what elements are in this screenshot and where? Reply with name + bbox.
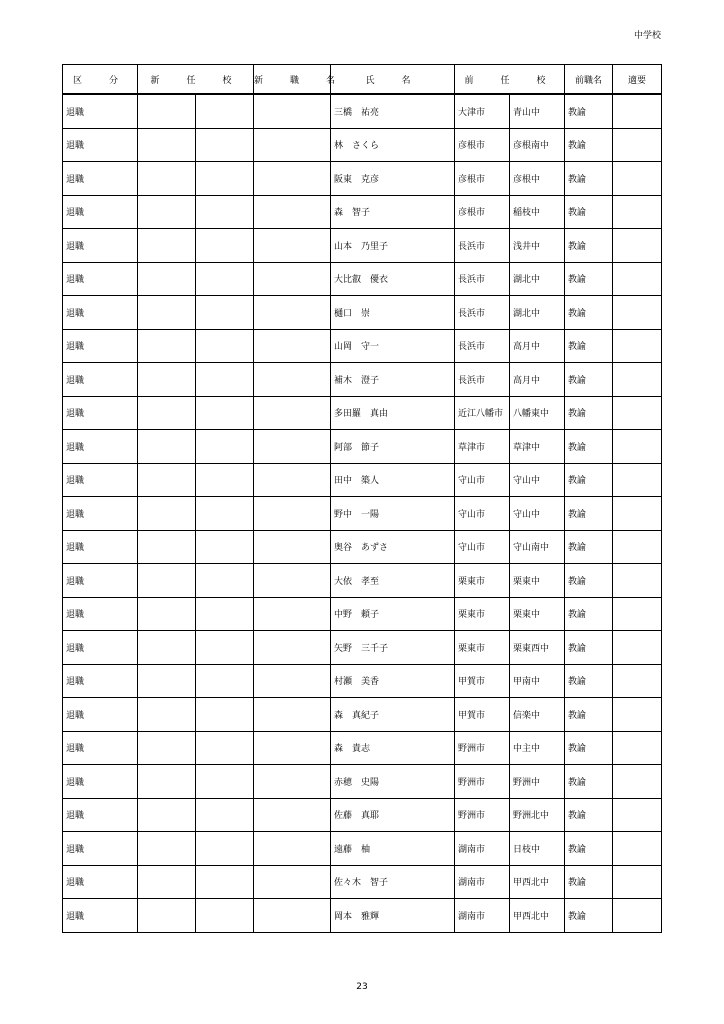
new-school-city-cell [138, 296, 196, 330]
remarks-cell [613, 631, 662, 665]
previous-city-cell: 栗東市 [455, 631, 510, 665]
previous-school-cell: 野洲北中 [510, 798, 565, 832]
new-position-cell [254, 463, 331, 497]
school-level-label: 中学校 [634, 31, 662, 41]
previous-city-cell: 湖南市 [455, 899, 510, 933]
remarks-cell [613, 798, 662, 832]
new-position-cell [254, 329, 331, 363]
table-row [63, 597, 662, 631]
new-position-cell [254, 162, 331, 196]
remarks-cell [613, 564, 662, 598]
table-row [63, 162, 662, 196]
remarks-cell [613, 899, 662, 933]
table-header-row [63, 65, 662, 95]
name-cell: 遠藤 柚 [331, 832, 455, 866]
new-position-cell [254, 899, 331, 933]
previous-school-cell: 浅井中 [510, 229, 565, 263]
new-school-city-cell [138, 497, 196, 531]
previous-position-cell: 教諭 [565, 899, 613, 933]
previous-city-cell: 野洲市 [455, 731, 510, 765]
previous-school-cell: 中主中 [510, 731, 565, 765]
previous-school-cell: 高月中 [510, 363, 565, 397]
remarks-cell [613, 162, 662, 196]
remarks-cell [613, 664, 662, 698]
previous-city-cell: 長浜市 [455, 229, 510, 263]
name-cell: 補木 澄子 [331, 363, 455, 397]
name-cell: 阪東 克彦 [331, 162, 455, 196]
category-cell: 退職 [63, 463, 138, 497]
previous-school-cell: 甲南中 [510, 664, 565, 698]
previous-position-cell: 教諭 [565, 698, 613, 732]
previous-school-cell: 草津中 [510, 430, 565, 464]
category-cell: 退職 [63, 631, 138, 665]
previous-city-cell: 大津市 [455, 94, 510, 128]
remarks-cell [613, 731, 662, 765]
previous-position-cell: 教諭 [565, 597, 613, 631]
previous-city-cell: 栗東市 [455, 564, 510, 598]
new-position-cell [254, 497, 331, 531]
previous-city-cell: 近江八幡市 [455, 396, 510, 430]
category-cell: 退職 [63, 195, 138, 229]
new-position-cell [254, 363, 331, 397]
previous-city-cell: 守山市 [455, 497, 510, 531]
category-cell: 退職 [63, 865, 138, 899]
previous-school-cell: 日枝中 [510, 832, 565, 866]
new-school-name-cell [196, 631, 254, 665]
category-cell: 退職 [63, 798, 138, 832]
table-row [63, 631, 662, 665]
new-school-name-cell [196, 865, 254, 899]
new-school-city-cell [138, 731, 196, 765]
previous-school-cell: 湖北中 [510, 296, 565, 330]
new-school-city-cell [138, 430, 196, 464]
name-cell: 森 貴志 [331, 731, 455, 765]
previous-school-cell: 青山中 [510, 94, 565, 128]
new-position-cell [254, 865, 331, 899]
new-school-city-cell [138, 162, 196, 196]
previous-city-cell: 湖南市 [455, 865, 510, 899]
col-header-remarks: 適要 [613, 65, 662, 95]
new-school-name-cell [196, 664, 254, 698]
new-school-city-cell [138, 128, 196, 162]
new-school-city-cell [138, 363, 196, 397]
table-row [63, 530, 662, 564]
table-row [63, 564, 662, 598]
remarks-cell [613, 396, 662, 430]
table-row [63, 463, 662, 497]
previous-school-cell: 彦根南中 [510, 128, 565, 162]
previous-position-cell: 教諭 [565, 564, 613, 598]
remarks-cell [613, 698, 662, 732]
remarks-cell [613, 430, 662, 464]
new-school-city-cell [138, 262, 196, 296]
previous-city-cell: 甲賀市 [455, 664, 510, 698]
table-row [63, 497, 662, 531]
category-cell: 退職 [63, 497, 138, 531]
category-cell: 退職 [63, 731, 138, 765]
table-row [63, 229, 662, 263]
new-school-name-cell [196, 698, 254, 732]
name-cell: 大依 孝至 [331, 564, 455, 598]
previous-position-cell: 教諭 [565, 463, 613, 497]
category-cell: 退職 [63, 296, 138, 330]
table-row [63, 128, 662, 162]
category-cell: 退職 [63, 530, 138, 564]
remarks-cell [613, 94, 662, 128]
table-row [63, 430, 662, 464]
new-school-city-cell [138, 229, 196, 263]
col-header-name: 氏 名 [331, 65, 455, 95]
new-school-city-cell [138, 195, 196, 229]
name-cell: 村瀬 美香 [331, 664, 455, 698]
new-school-city-cell [138, 564, 196, 598]
remarks-cell [613, 296, 662, 330]
col-header-new-position: 新 職 名 [254, 65, 331, 95]
previous-city-cell: 守山市 [455, 530, 510, 564]
previous-position-cell: 教諭 [565, 396, 613, 430]
new-school-name-cell [196, 128, 254, 162]
category-cell: 退職 [63, 94, 138, 128]
previous-city-cell: 長浜市 [455, 262, 510, 296]
previous-school-cell: 栗東西中 [510, 631, 565, 665]
previous-city-cell: 長浜市 [455, 296, 510, 330]
new-school-name-cell [196, 162, 254, 196]
previous-position-cell: 教諭 [565, 329, 613, 363]
new-school-name-cell [196, 497, 254, 531]
new-school-name-cell [196, 765, 254, 799]
name-cell: 林 さくら [331, 128, 455, 162]
remarks-cell [613, 329, 662, 363]
remarks-cell [613, 765, 662, 799]
table-body [63, 94, 662, 932]
name-cell: 佐藤 真耶 [331, 798, 455, 832]
name-cell: 奥谷 あずさ [331, 530, 455, 564]
name-cell: 中野 頼子 [331, 597, 455, 631]
previous-position-cell: 教諭 [565, 296, 613, 330]
name-cell: 岡本 雅輝 [331, 899, 455, 933]
new-school-name-cell [196, 731, 254, 765]
remarks-cell [613, 865, 662, 899]
category-cell: 退職 [63, 262, 138, 296]
table-row [63, 396, 662, 430]
previous-city-cell: 湖南市 [455, 832, 510, 866]
new-school-city-cell [138, 597, 196, 631]
col-header-previous-school: 前 任 校 [455, 65, 565, 95]
new-school-name-cell [196, 229, 254, 263]
name-cell: 赤穂 史陽 [331, 765, 455, 799]
name-cell: 田中 築人 [331, 463, 455, 497]
name-cell: 三橋 祐亮 [331, 94, 455, 128]
previous-school-cell: 守山中 [510, 463, 565, 497]
new-school-name-cell [196, 530, 254, 564]
new-position-cell [254, 128, 331, 162]
new-position-cell [254, 731, 331, 765]
previous-city-cell: 彦根市 [455, 128, 510, 162]
col-header-previous-position: 前職名 [565, 65, 613, 95]
page-number: 23 [356, 982, 368, 992]
new-position-cell [254, 195, 331, 229]
new-position-cell [254, 597, 331, 631]
previous-school-cell: 甲西北中 [510, 899, 565, 933]
previous-city-cell: 彦根市 [455, 195, 510, 229]
new-school-name-cell [196, 296, 254, 330]
new-position-cell [254, 698, 331, 732]
new-position-cell [254, 94, 331, 128]
previous-position-cell: 教諭 [565, 94, 613, 128]
new-school-name-cell [196, 597, 254, 631]
new-school-city-cell [138, 798, 196, 832]
previous-city-cell: 草津市 [455, 430, 510, 464]
table-row [63, 195, 662, 229]
table-row [63, 865, 662, 899]
table-row [63, 296, 662, 330]
previous-school-cell: 栗東中 [510, 564, 565, 598]
category-cell: 退職 [63, 162, 138, 196]
remarks-cell [613, 497, 662, 531]
category-cell: 退職 [63, 329, 138, 363]
name-cell: 樋口 崇 [331, 296, 455, 330]
previous-school-cell: 守山南中 [510, 530, 565, 564]
new-position-cell [254, 396, 331, 430]
new-position-cell [254, 765, 331, 799]
table-row [63, 832, 662, 866]
name-cell: 森 智子 [331, 195, 455, 229]
previous-position-cell: 教諭 [565, 229, 613, 263]
previous-school-cell: 甲西北中 [510, 865, 565, 899]
remarks-cell [613, 128, 662, 162]
category-cell: 退職 [63, 430, 138, 464]
name-cell: 山本 乃里子 [331, 229, 455, 263]
table-row [63, 698, 662, 732]
new-school-city-cell [138, 765, 196, 799]
previous-position-cell: 教諭 [565, 162, 613, 196]
new-school-city-cell [138, 463, 196, 497]
new-position-cell [254, 798, 331, 832]
previous-city-cell: 守山市 [455, 463, 510, 497]
new-school-name-cell [196, 798, 254, 832]
name-cell: 山岡 守一 [331, 329, 455, 363]
new-school-city-cell [138, 94, 196, 128]
previous-position-cell: 教諭 [565, 731, 613, 765]
new-school-name-cell [196, 832, 254, 866]
previous-school-cell: 信楽中 [510, 698, 565, 732]
col-header-category: 区 分 [63, 65, 138, 95]
previous-school-cell: 高月中 [510, 329, 565, 363]
previous-position-cell: 教諭 [565, 832, 613, 866]
new-school-name-cell [196, 564, 254, 598]
previous-school-cell: 野洲中 [510, 765, 565, 799]
category-cell: 退職 [63, 698, 138, 732]
previous-position-cell: 教諭 [565, 765, 613, 799]
new-position-cell [254, 430, 331, 464]
remarks-cell [613, 195, 662, 229]
new-school-city-cell [138, 698, 196, 732]
previous-position-cell: 教諭 [565, 865, 613, 899]
col-header-new-school: 新 任 校 [138, 65, 254, 95]
table-row [63, 731, 662, 765]
new-school-name-cell [196, 94, 254, 128]
new-school-name-cell [196, 396, 254, 430]
new-position-cell [254, 530, 331, 564]
previous-city-cell: 甲賀市 [455, 698, 510, 732]
previous-position-cell: 教諭 [565, 195, 613, 229]
new-school-name-cell [196, 329, 254, 363]
new-school-name-cell [196, 430, 254, 464]
category-cell: 退職 [63, 229, 138, 263]
remarks-cell [613, 832, 662, 866]
previous-school-cell: 湖北中 [510, 262, 565, 296]
remarks-cell [613, 262, 662, 296]
table-row [63, 262, 662, 296]
previous-position-cell: 教諭 [565, 664, 613, 698]
new-position-cell [254, 564, 331, 598]
new-school-city-cell [138, 899, 196, 933]
table-row [63, 798, 662, 832]
name-cell: 野中 一陽 [331, 497, 455, 531]
previous-school-cell: 稲枝中 [510, 195, 565, 229]
name-cell: 佐々木 智子 [331, 865, 455, 899]
previous-position-cell: 教諭 [565, 262, 613, 296]
previous-school-cell: 彦根中 [510, 162, 565, 196]
previous-school-cell: 守山中 [510, 497, 565, 531]
previous-city-cell: 彦根市 [455, 162, 510, 196]
remarks-cell [613, 597, 662, 631]
new-school-city-cell [138, 664, 196, 698]
new-school-city-cell [138, 396, 196, 430]
category-cell: 退職 [63, 597, 138, 631]
category-cell: 退職 [63, 664, 138, 698]
new-position-cell [254, 664, 331, 698]
new-school-name-cell [196, 262, 254, 296]
previous-position-cell: 教諭 [565, 128, 613, 162]
previous-position-cell: 教諭 [565, 363, 613, 397]
previous-city-cell: 長浜市 [455, 363, 510, 397]
previous-position-cell: 教諭 [565, 530, 613, 564]
table-row [63, 765, 662, 799]
table-row [63, 329, 662, 363]
category-cell: 退職 [63, 765, 138, 799]
category-cell: 退職 [63, 396, 138, 430]
name-cell: 森 真紀子 [331, 698, 455, 732]
category-cell: 退職 [63, 363, 138, 397]
table-row [63, 899, 662, 933]
new-school-city-cell [138, 329, 196, 363]
previous-position-cell: 教諭 [565, 631, 613, 665]
new-school-city-cell [138, 530, 196, 564]
name-cell: 多田羅 真由 [331, 396, 455, 430]
previous-position-cell: 教諭 [565, 497, 613, 531]
previous-city-cell: 野洲市 [455, 765, 510, 799]
new-position-cell [254, 229, 331, 263]
table-row [63, 664, 662, 698]
category-cell: 退職 [63, 899, 138, 933]
remarks-cell [613, 530, 662, 564]
table-row [63, 94, 662, 128]
remarks-cell [613, 229, 662, 263]
name-cell: 阿部 節子 [331, 430, 455, 464]
previous-city-cell: 栗東市 [455, 597, 510, 631]
new-school-name-cell [196, 195, 254, 229]
remarks-cell [613, 463, 662, 497]
previous-position-cell: 教諭 [565, 798, 613, 832]
category-cell: 退職 [63, 128, 138, 162]
new-position-cell [254, 631, 331, 665]
category-cell: 退職 [63, 832, 138, 866]
new-school-name-cell [196, 363, 254, 397]
new-school-city-cell [138, 631, 196, 665]
new-school-name-cell [196, 463, 254, 497]
category-cell: 退職 [63, 564, 138, 598]
previous-city-cell: 長浜市 [455, 329, 510, 363]
previous-city-cell: 野洲市 [455, 798, 510, 832]
new-position-cell [254, 296, 331, 330]
new-school-name-cell [196, 899, 254, 933]
table-row [63, 363, 662, 397]
new-position-cell [254, 262, 331, 296]
new-school-city-cell [138, 832, 196, 866]
new-position-cell [254, 832, 331, 866]
previous-position-cell: 教諭 [565, 430, 613, 464]
previous-school-cell: 栗東中 [510, 597, 565, 631]
name-cell: 矢野 三千子 [331, 631, 455, 665]
personnel-table [62, 64, 662, 933]
name-cell: 大比叡 優衣 [331, 262, 455, 296]
previous-school-cell: 八幡東中 [510, 396, 565, 430]
remarks-cell [613, 363, 662, 397]
new-school-city-cell [138, 865, 196, 899]
